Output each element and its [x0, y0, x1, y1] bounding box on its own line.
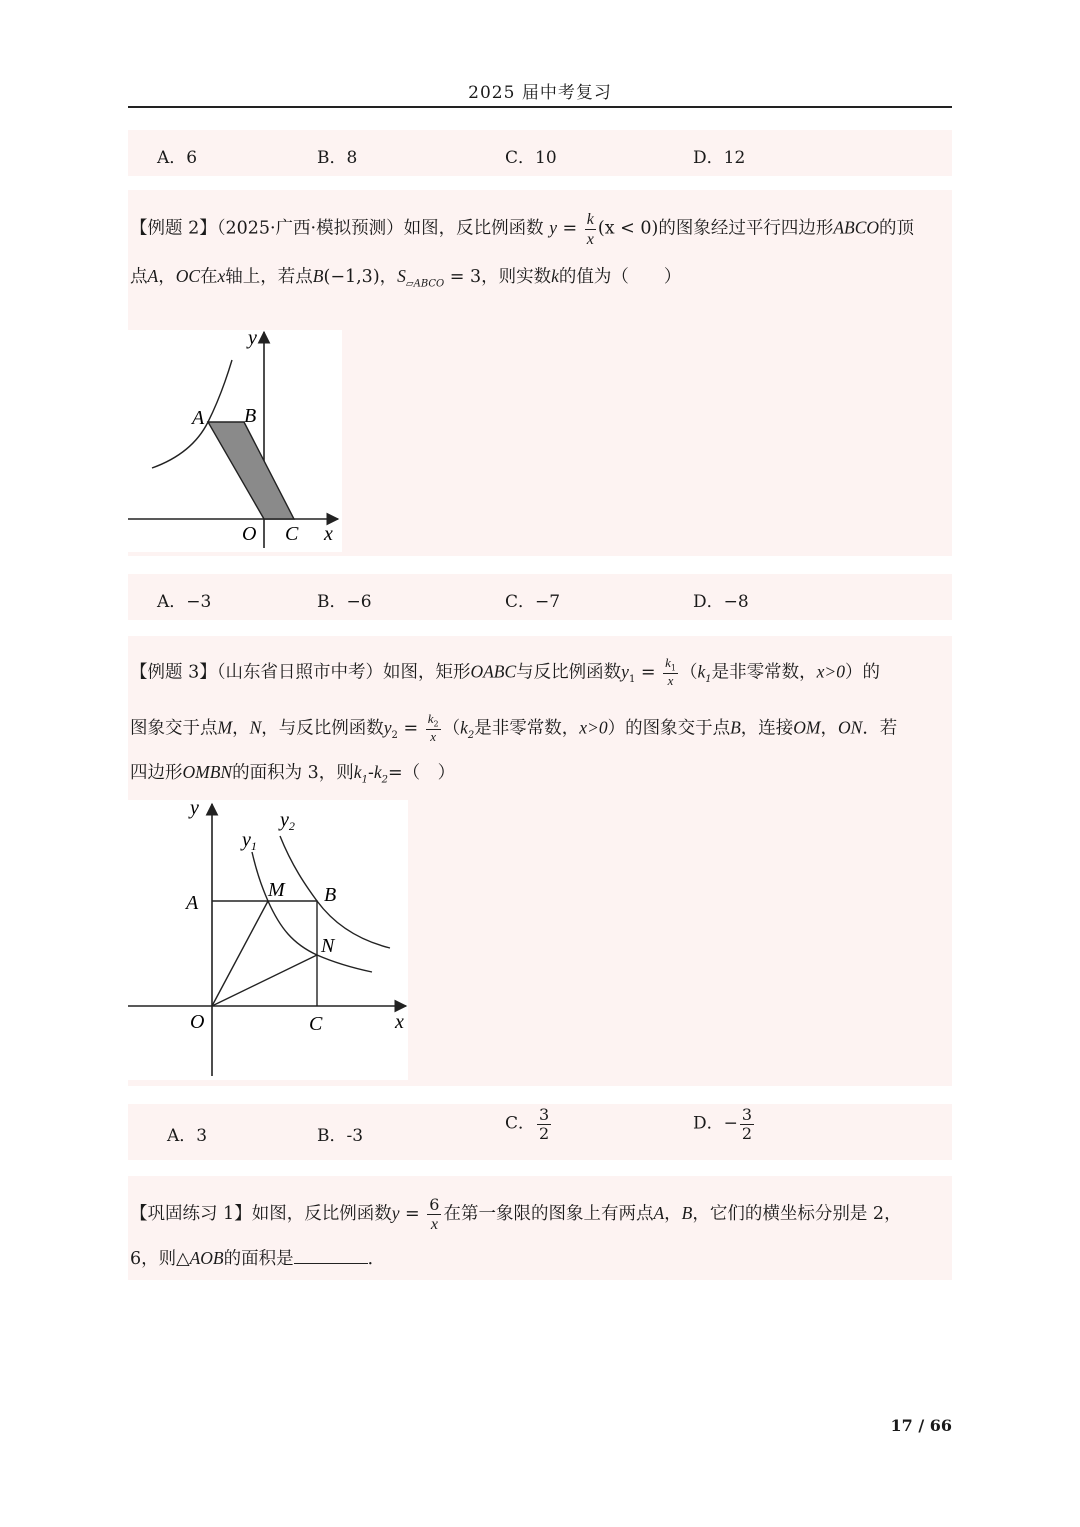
- example2-option-c[interactable]: C．−7: [505, 592, 561, 612]
- example2-text: 的顶: [879, 218, 915, 239]
- var-k2: k: [460, 717, 468, 738]
- point-a: A: [147, 266, 159, 286]
- example3-option-b[interactable]: B．-3: [317, 1126, 364, 1146]
- example2-text: 点: [130, 267, 148, 287]
- comma: ，: [232, 718, 250, 739]
- label-b: B: [324, 884, 337, 906]
- segment-on: [212, 955, 317, 1006]
- example2-option-a[interactable]: A．−3: [157, 592, 212, 612]
- parallelogram-abco: [208, 422, 294, 519]
- option-d-sign: −: [723, 1113, 738, 1134]
- example3-text: =（ ）: [388, 763, 456, 783]
- fraction-k-over-x: [585, 210, 596, 248]
- coordinate-b: (−1,3): [323, 267, 380, 287]
- practice1-text: 如图，反比例函数: [251, 1204, 392, 1225]
- option-d-prefix: D．: [693, 1113, 724, 1134]
- label-y: y: [248, 330, 257, 349]
- practice1-text: 6，则△: [130, 1249, 190, 1269]
- sub-1: 1: [361, 774, 368, 786]
- point-n: N: [249, 717, 262, 738]
- option-c-fraction: [537, 1106, 551, 1142]
- option-c-num: 3: [539, 1105, 550, 1124]
- option-d-fraction: [740, 1106, 754, 1142]
- frac-num-sub: 1: [670, 663, 676, 673]
- example3-text: （: [679, 662, 698, 683]
- practice1-text: ，它们的横坐标分别是 2，: [692, 1204, 902, 1225]
- quad-name: OMBN: [182, 762, 233, 782]
- example3-option-a[interactable]: A．3: [167, 1126, 208, 1146]
- comma: ，: [820, 718, 838, 739]
- example3-text: ，与反比例函数: [261, 718, 384, 739]
- frac-den: x: [430, 1215, 438, 1233]
- example2-text: ，: [158, 267, 176, 287]
- option-d-den: 2: [741, 1123, 753, 1143]
- shape-name: ABCO: [833, 217, 880, 238]
- frac-num-sub: 2: [433, 719, 439, 729]
- func-y1: y: [621, 661, 629, 682]
- equals: =: [556, 218, 583, 239]
- frac-num: 6: [429, 1195, 440, 1214]
- point-b: B: [681, 1203, 693, 1224]
- area-value: = 3: [444, 267, 482, 287]
- segment-om: [212, 901, 268, 1006]
- label-y2-sub: 2: [288, 819, 295, 833]
- equals: =: [635, 662, 662, 683]
- example3-text: （: [442, 718, 461, 739]
- example3-text: 是非零常数，: [711, 662, 817, 683]
- header-divider: [128, 106, 952, 108]
- label-b: B: [244, 405, 257, 427]
- option-c-prefix: C．: [505, 1113, 536, 1134]
- sub-2: 2: [381, 774, 389, 786]
- example3-text: 与反比例函数: [516, 662, 622, 683]
- var-k: k: [373, 762, 382, 782]
- func-y2: y: [383, 717, 392, 738]
- label-a: A: [186, 892, 199, 914]
- example3-line2: [130, 712, 897, 746]
- example2-text: ，则实数: [481, 267, 552, 287]
- example3-source: （山东省日照市中考）如图，矩形: [216, 662, 471, 683]
- fraction-k2-over-x: [426, 712, 441, 746]
- example3-text: 图象交于点: [130, 718, 218, 739]
- area-subscript: ▱ABCO: [405, 278, 445, 290]
- example3-text: ）的图象交于点: [607, 718, 731, 739]
- example2-option-b[interactable]: B．−6: [317, 592, 372, 612]
- label-a: A: [192, 407, 205, 429]
- func-y: y: [549, 217, 557, 238]
- label-x: x: [324, 523, 333, 545]
- equals: =: [399, 1204, 426, 1225]
- minus-sign: -: [367, 763, 374, 783]
- frac-num: k: [586, 211, 594, 228]
- practice1-line1: [130, 1196, 902, 1233]
- example2-text: 在: [200, 267, 218, 287]
- curve-y1: [252, 852, 372, 972]
- label-c: C: [285, 523, 299, 545]
- example3-text: ．若: [862, 718, 898, 739]
- practice1-text: 的面积是: [223, 1249, 294, 1269]
- label-x: x: [395, 1011, 404, 1033]
- label-y2-main: y: [280, 809, 289, 831]
- area-symbol: S: [397, 266, 406, 286]
- q1-option-b[interactable]: B．8: [317, 148, 358, 168]
- example3-line1: [130, 656, 880, 690]
- axis-x: x: [217, 266, 226, 286]
- option-d-num: 3: [741, 1105, 753, 1124]
- label-y1: [240, 829, 257, 853]
- segment-oc: OC: [175, 266, 201, 286]
- label-y1-main: y: [242, 829, 251, 851]
- q1-option-c[interactable]: C．10: [505, 148, 557, 168]
- frac-den: x: [667, 673, 674, 689]
- example2-text: 轴上，若点: [225, 267, 313, 287]
- func-condition: (x < 0): [597, 218, 659, 239]
- example2-tag: 【例题 2】: [130, 218, 217, 239]
- q1-option-d[interactable]: D．12: [693, 148, 746, 168]
- segment-om: OM: [793, 717, 821, 738]
- label-y1-sub: 1: [250, 839, 257, 853]
- q1-option-a[interactable]: A．6: [157, 148, 198, 168]
- example3-text: ）的: [844, 662, 880, 683]
- example2-line1: [130, 210, 914, 248]
- practice1-text: 在第一象限的图象上有两点: [443, 1204, 654, 1225]
- example3-text: 是非零常数，: [474, 718, 580, 739]
- label-m: M: [268, 879, 285, 901]
- point-a: A: [653, 1203, 665, 1224]
- example3-figure-svg: [128, 800, 408, 1080]
- comma: ，: [664, 1204, 682, 1225]
- var-k: k: [353, 762, 362, 782]
- frac-num: k: [665, 655, 671, 670]
- page-number: 17 / 66: [890, 1416, 952, 1435]
- answer-blank[interactable]: [294, 1249, 368, 1264]
- label-y: y: [190, 800, 199, 819]
- example2-figure: [128, 330, 342, 552]
- example3-text: ，连接: [740, 718, 794, 739]
- point-b: B: [312, 266, 324, 286]
- frac-num: k: [427, 711, 434, 726]
- page-header-title: 2025 届中考复习: [468, 83, 612, 103]
- point-m: M: [217, 717, 233, 738]
- example3-option-c[interactable]: [505, 1106, 553, 1142]
- example2-text: 的值为（ ）: [558, 267, 682, 287]
- example2-text: ，: [379, 267, 398, 287]
- example2-option-d[interactable]: D．−8: [693, 592, 749, 612]
- example3-text: 的面积为 3，则: [232, 763, 354, 783]
- triangle-name: AOB: [189, 1248, 224, 1268]
- label-n: N: [321, 935, 335, 957]
- rectangle-oabc: [212, 901, 317, 1006]
- frac-den: x: [430, 729, 437, 745]
- point-b: B: [730, 717, 741, 738]
- example2-source: （2025·广西·模拟预测）如图，反比例函数: [216, 218, 544, 239]
- rect-name: OABC: [470, 661, 517, 682]
- example2-figure-svg: [128, 330, 342, 552]
- frac-den: x: [586, 230, 594, 248]
- segment-on: ON: [838, 717, 863, 738]
- y2-subscript: 2: [391, 729, 398, 741]
- var-k: k: [551, 266, 559, 286]
- practice1-line2: [130, 1249, 385, 1269]
- example3-tag: 【例题 3】: [130, 662, 217, 683]
- y1-subscript: 1: [628, 673, 636, 685]
- var-k2-sub: 2: [467, 729, 475, 741]
- label-o: O: [242, 523, 257, 545]
- var-k1-sub: 1: [705, 673, 712, 685]
- condition: x>0: [816, 661, 845, 682]
- example3-text: 四边形: [130, 763, 183, 783]
- condition: x>0: [579, 717, 608, 738]
- practice1-text: ．: [367, 1249, 386, 1269]
- label-o: O: [190, 1011, 205, 1033]
- example3-figure: [128, 800, 408, 1080]
- label-y2: [278, 809, 295, 833]
- example3-line3: [130, 764, 455, 786]
- example2-text: 的图象经过平行四边形: [658, 218, 834, 239]
- func-y: y: [391, 1203, 400, 1224]
- example2-line2: [130, 268, 681, 290]
- practice1-tag: 【巩固练习 1】: [130, 1204, 252, 1225]
- equals: =: [397, 718, 424, 739]
- example3-option-d[interactable]: [693, 1106, 756, 1142]
- fraction-k1-over-x: [663, 656, 678, 690]
- option-c-den: 2: [539, 1123, 550, 1143]
- var-k1: k: [697, 661, 706, 682]
- fraction-6-over-x: [427, 1196, 441, 1233]
- label-c: C: [309, 1013, 323, 1035]
